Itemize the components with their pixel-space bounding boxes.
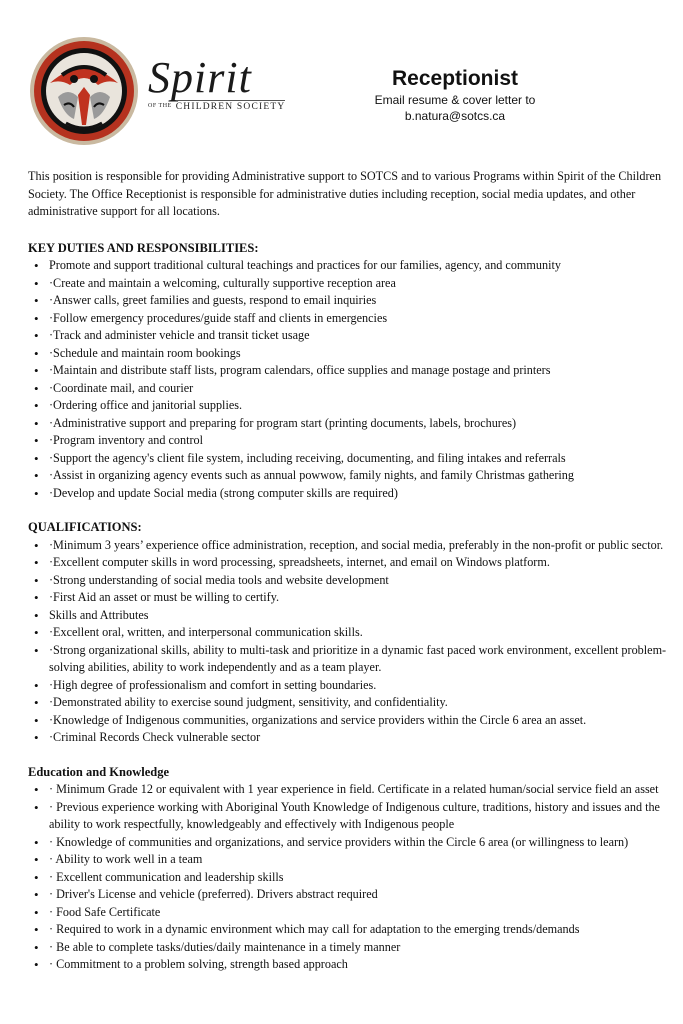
intro-paragraph: This position is responsible for providing Administrative support to SOTCS and to various Programs within Spirit of the Children Society. The Office Receptionist is responsible for administrative duties including reception, social media updates, and other administrative support for all locations. (28, 169, 662, 218)
list-item: • · Be able to complete tasks/duties/daily maintenance in a timely manner (49, 939, 668, 957)
logo-sub-main: CHILDREN SOCIETY (175, 102, 286, 112)
list-item: • ·First Aid an asset or must be willing to certify. (49, 589, 668, 607)
list-item: • ·Ordering office and janitorial supplies. (49, 397, 668, 415)
list-item: • ·Track and administer vehicle and transit ticket usage (49, 327, 668, 345)
list-item: • ·Coordinate mail, and courier (49, 380, 668, 398)
list-item: • ·Strong organizational skills, ability to multi-task and prioritize in a dynamic fast paced work environment, excellent problem-solving abilities, ability to work independently and as a team player. (49, 642, 668, 677)
list-item: • ·Demonstrated ability to exercise sound judgment, sensitivity, and confidentiality. (49, 694, 668, 712)
list-item: • ·Knowledge of Indigenous communities, organizations and service providers within the Circle 6 area an asset. (49, 712, 668, 730)
list-item: • ·Maintain and distribute staff lists, program calendars, office supplies and manage postage and printers (49, 362, 668, 380)
apply-instruction: Email resume & cover letter to (374, 93, 536, 107)
list-item: • ·Administrative support and preparing for program start (printing documents, labels, brochures) (49, 415, 668, 433)
job-title: Receptionist (391, 67, 519, 90)
list-item: • ·Follow emergency procedures/guide staff and clients in emergencies (49, 310, 668, 328)
list-item: • · Minimum Grade 12 or equivalent with 1 year experience in field. Certificate in a related human/social service field an asset (49, 781, 668, 799)
list-item: • ·Create and maintain a welcoming, culturally supportive reception area (49, 275, 668, 293)
list-item: • ·Excellent oral, written, and interpersonal communication skills. (49, 624, 668, 642)
list-item: • ·Program inventory and control (49, 432, 668, 450)
education-list (28, 781, 668, 974)
list-item: • ·Develop and update Social media (strong computer skills are required) (49, 485, 668, 503)
qualifications-list (28, 537, 668, 747)
list-item: • Promote and support traditional cultural teachings and practices for our families, agency, and community (49, 257, 668, 275)
header (0, 0, 683, 150)
education-heading: Education and Knowledge (28, 764, 170, 779)
job-heading (350, 66, 560, 124)
list-item: • ·Excellent computer skills in word processing, spreadsheets, internet, and email on Windows platform. (49, 554, 668, 572)
list-item: • ·Answer calls, greet families and guests, respond to email inquiries (49, 292, 668, 310)
list-item: • ·Minimum 3 years’ experience office administration, reception, and social media, preferably in the non-profit or public sector. (49, 537, 668, 555)
list-item: • · Commitment to a problem solving, strength based approach (49, 956, 668, 974)
list-item: • ·Criminal Records Check vulnerable sector (49, 729, 668, 747)
list-item: • ·Schedule and maintain room bookings (49, 345, 668, 363)
society-logo-icon (28, 35, 140, 147)
logo-word: Spirit (148, 53, 252, 102)
duties-list (28, 257, 668, 502)
logo-sub-small: OF THE (148, 103, 172, 109)
list-item: • ·High degree of professionalism and comfort in setting boundaries. (49, 677, 668, 695)
list-item: • ·Strong understanding of social media tools and website development (49, 572, 668, 590)
list-item: • · Food Safe Certificate (49, 904, 668, 922)
list-item: • · Excellent communication and leadership skills (49, 869, 668, 887)
list-item: • · Knowledge of communities and organizations, and service providers within the Circle 6 area (or willingness to learn) (49, 834, 668, 852)
logo-wordmark (148, 53, 286, 112)
list-item: • · Required to work in a dynamic environment which may call for adaptation to the emerging trends/demands (49, 921, 668, 939)
job-description (28, 168, 668, 974)
list-item: • ·Support the agency's client file system, including receiving, documenting, and filing intakes and referrals (49, 450, 668, 468)
apply-email: b.natura@sotcs.ca (404, 109, 506, 123)
duties-heading: KEY DUTIES AND RESPONSIBILITIES: (28, 240, 259, 255)
list-item: • · Previous experience working with Aboriginal Youth Knowledge of Indigenous culture, traditions, history and issues and the ability to work respectfully, knowledgeably and effectively with Indigenous people (49, 799, 668, 834)
list-item: • Skills and Attributes (49, 607, 668, 625)
list-item: • · Driver's License and vehicle (preferred). Drivers abstract required (49, 886, 668, 904)
qualifications-heading: QUALIFICATIONS: (28, 520, 142, 534)
list-item: • ·Assist in organizing agency events such as annual powwow, family nights, and family Christmas gathering (49, 467, 668, 485)
list-item: • · Ability to work well in a team (49, 851, 668, 869)
